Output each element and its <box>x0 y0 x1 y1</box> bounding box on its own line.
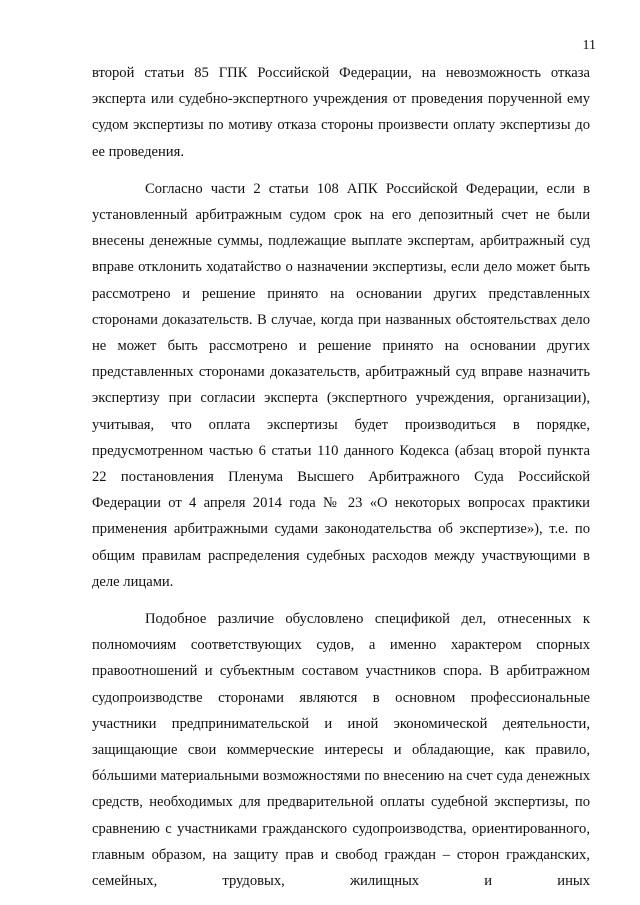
page-number: 11 <box>582 38 596 53</box>
document-body <box>92 60 590 894</box>
paragraph-2: Согласно части 2 статьи 108 АПК Российской Федерации, если в установленный арбитражным судом срок на его депозитный счет не были внесены денежные суммы, подлежащие выплате экспертам, арбитражный суд вправе отклонить ходатайство о назначении экспертизы, если дело может быть рассмотрено и решение принято на основании других представленных сторонами доказательств. В случае, когда при названных обстоятельствах дело не может быть рассмотрено и решение принято на основании других представленных сторонами доказательств, арбитражный суд вправе назначить экспертизу при согласии эксперта (экспертного учреждения, организации), учитывая, что оплата экспертизы будет производиться в порядке, предусмотренном частью 6 статьи 110 данного Кодекса (абзац второй пункта 22 постановления Пленума Высшего Арбитражного Суда Российской Федерации от 4 апреля 2014 года № 23 «О некоторых вопросах практики применения арбитражными судами законодательства об экспертизе»), т.е. по общим правилам распределения судебных расходов между участвующими в деле лицами. <box>92 180 590 590</box>
paragraph-1: второй статьи 85 ГПК Российской Федерации, на невозможность отказа эксперта или судебно-экспертного учреждения от проведения порученной ему судом экспертизы по мотиву отказа стороны произвести оплату экспертизы до ее проведения. <box>92 65 590 160</box>
paragraph-3: Подобное различие обусловлено спецификой дел, отнесенных к полномочиям соответствующих судов, а именно характером спорных правоотношений и субъектным составом участников спора. В арбитражном судопроизводстве сторонами являются в основном профессиональные участники предпринимательской и иной экономической деятельности, защищающие свои коммерческие интересы и обладающие, как правило, бóльшими материальными возможностями по внесению на счет суда денежных средств, необходимых для предварительной оплаты судебной экспертизы, по сравнению с участниками гражданского судопроизводства, ориентированного, главным образом, на защиту прав и свобод граждан – сторон гражданских, семейных, трудовых, жилищных и иных <box>92 611 590 890</box>
